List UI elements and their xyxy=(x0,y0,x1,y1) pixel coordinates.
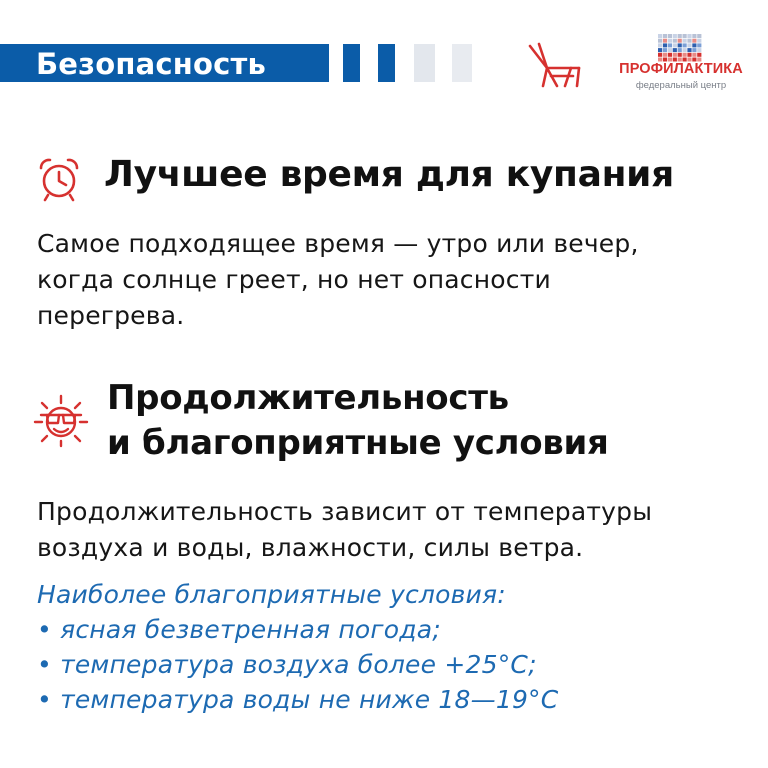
favorable-conditions-list xyxy=(37,577,558,717)
text-line: когда солнце греет, но нет опасности xyxy=(37,265,551,294)
text-line: перегрева. xyxy=(37,301,185,330)
text-line: Продолжительность зависит от температуры xyxy=(37,497,653,526)
text-line: Самое подходящее время — утро или вечер, xyxy=(37,229,639,258)
header-stripe xyxy=(414,44,435,82)
list-item: • температура воздуха более +25°С; xyxy=(37,650,537,679)
profilaktika-logo-subtitle: федеральный центр xyxy=(635,80,727,91)
sun-with-sunglasses-icon xyxy=(33,392,89,448)
pixel-grid-logo-icon xyxy=(658,34,702,62)
alarm-clock-icon xyxy=(36,156,82,202)
title-line: Продолжительность xyxy=(107,378,509,418)
section-title-duration xyxy=(107,376,609,466)
header-stripe xyxy=(378,44,395,82)
section-text-duration xyxy=(37,494,652,566)
header-title: Безопасность xyxy=(36,47,267,81)
header-stripe xyxy=(452,44,472,82)
text-line: воздуха и воды, влажности, силы ветра. xyxy=(37,533,584,562)
title-line: и благоприятные условия xyxy=(107,423,609,463)
header-stripe xyxy=(343,44,360,82)
list-heading: Наиболее благоприятные условия: xyxy=(37,580,506,609)
list-item: • температура воды не ниже 18—19°С xyxy=(37,685,559,714)
section-text-best-time xyxy=(37,226,639,334)
list-item: • ясная безветренная погода; xyxy=(37,615,441,644)
profilaktika-logo-name: ПРОФИЛАКТИКА xyxy=(619,61,743,77)
chair-logo-icon xyxy=(527,40,585,90)
section-title-best-time: Лучшее время для купания xyxy=(104,154,674,195)
